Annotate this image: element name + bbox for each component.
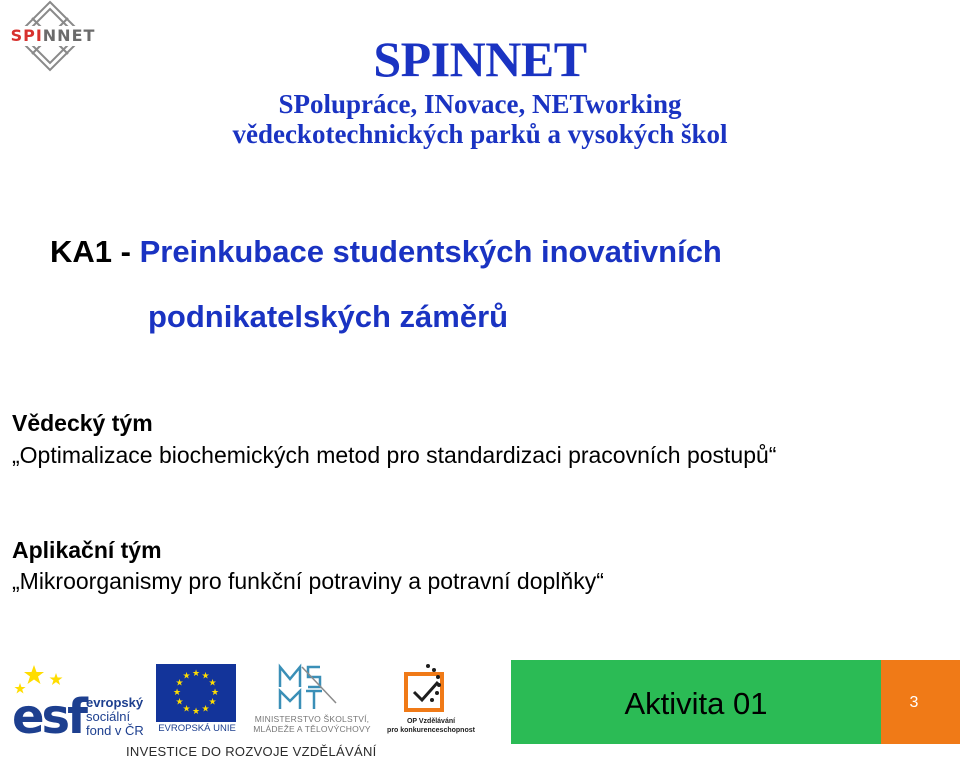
- subtitle-line-1: SPolupráce, INovace, NETworking: [278, 89, 682, 119]
- activity-heading-line-2: podnikatelských záměrů: [148, 299, 509, 334]
- activity-label: Aktivita 01: [624, 686, 768, 721]
- activity-heading: [50, 232, 722, 272]
- application-team-heading: Aplikační tým: [12, 537, 162, 563]
- spinnet-logo-wordmark: SPINNET: [8, 26, 98, 46]
- application-team-topic: „Mikroorganismy pro funkční potraviny a potravní doplňky“: [12, 568, 604, 594]
- svg-text:★: ★: [175, 697, 184, 708]
- svg-text:★: ★: [172, 688, 182, 698]
- activity-code: KA1 -: [50, 234, 140, 269]
- eu-flag-icon: [156, 664, 236, 722]
- msmt-label-line-1: MINISTERSTVO ŠKOLSTVÍ,: [254, 714, 370, 724]
- opvk-label-line-2: pro konkurenceschopnost: [387, 727, 475, 734]
- opvk-logo-icon: [398, 660, 456, 718]
- msmt-logo-icon: [276, 663, 346, 713]
- svg-text:★: ★: [201, 704, 210, 715]
- msmt-label-line-2: MLÁDEŽE A TĚLOVÝCHOVY: [253, 724, 371, 734]
- svg-text:★: ★: [208, 678, 217, 689]
- svg-text:★: ★: [175, 678, 184, 689]
- scientific-team-heading: Vědecký tým: [12, 410, 153, 436]
- svg-text:★: ★: [208, 697, 217, 708]
- svg-text:esf: esf: [12, 689, 86, 737]
- msmt-label: [244, 714, 380, 734]
- svg-text:★: ★: [191, 669, 201, 679]
- eu-label: EVROPSKÁ UNIE: [158, 723, 236, 734]
- activity-heading-line-1: Preinkubace studentských inovativních: [139, 234, 722, 269]
- svg-text:★: ★: [191, 707, 201, 717]
- opvk-label: [376, 717, 486, 735]
- page-title: SPINNET: [373, 31, 587, 87]
- scientific-team-topic: „Optimalizace biochemických metod pro standardizaci pracovních postupů“: [12, 442, 777, 468]
- esf-label-line-3: fond v ČR: [86, 723, 144, 738]
- page-number: 3: [909, 694, 919, 711]
- activity-banner: [511, 660, 881, 744]
- esf-label-line-2: sociální: [86, 709, 131, 724]
- subtitle-line-2: vědeckotechnických parků a vysokých škol: [232, 119, 728, 149]
- esf-label-line-1: evropský: [86, 695, 144, 710]
- page-number-box: [881, 660, 960, 744]
- svg-text:★: ★: [201, 671, 210, 682]
- esf-label: [86, 696, 144, 738]
- opvk-label-line-1: OP Vzdělávání: [406, 718, 456, 725]
- investment-slogan: INVESTICE DO ROZVOJE VZDĚLÁVÁNÍ: [126, 744, 377, 759]
- svg-text:★: ★: [182, 704, 191, 715]
- svg-text:★: ★: [210, 688, 220, 698]
- svg-text:★: ★: [182, 671, 191, 682]
